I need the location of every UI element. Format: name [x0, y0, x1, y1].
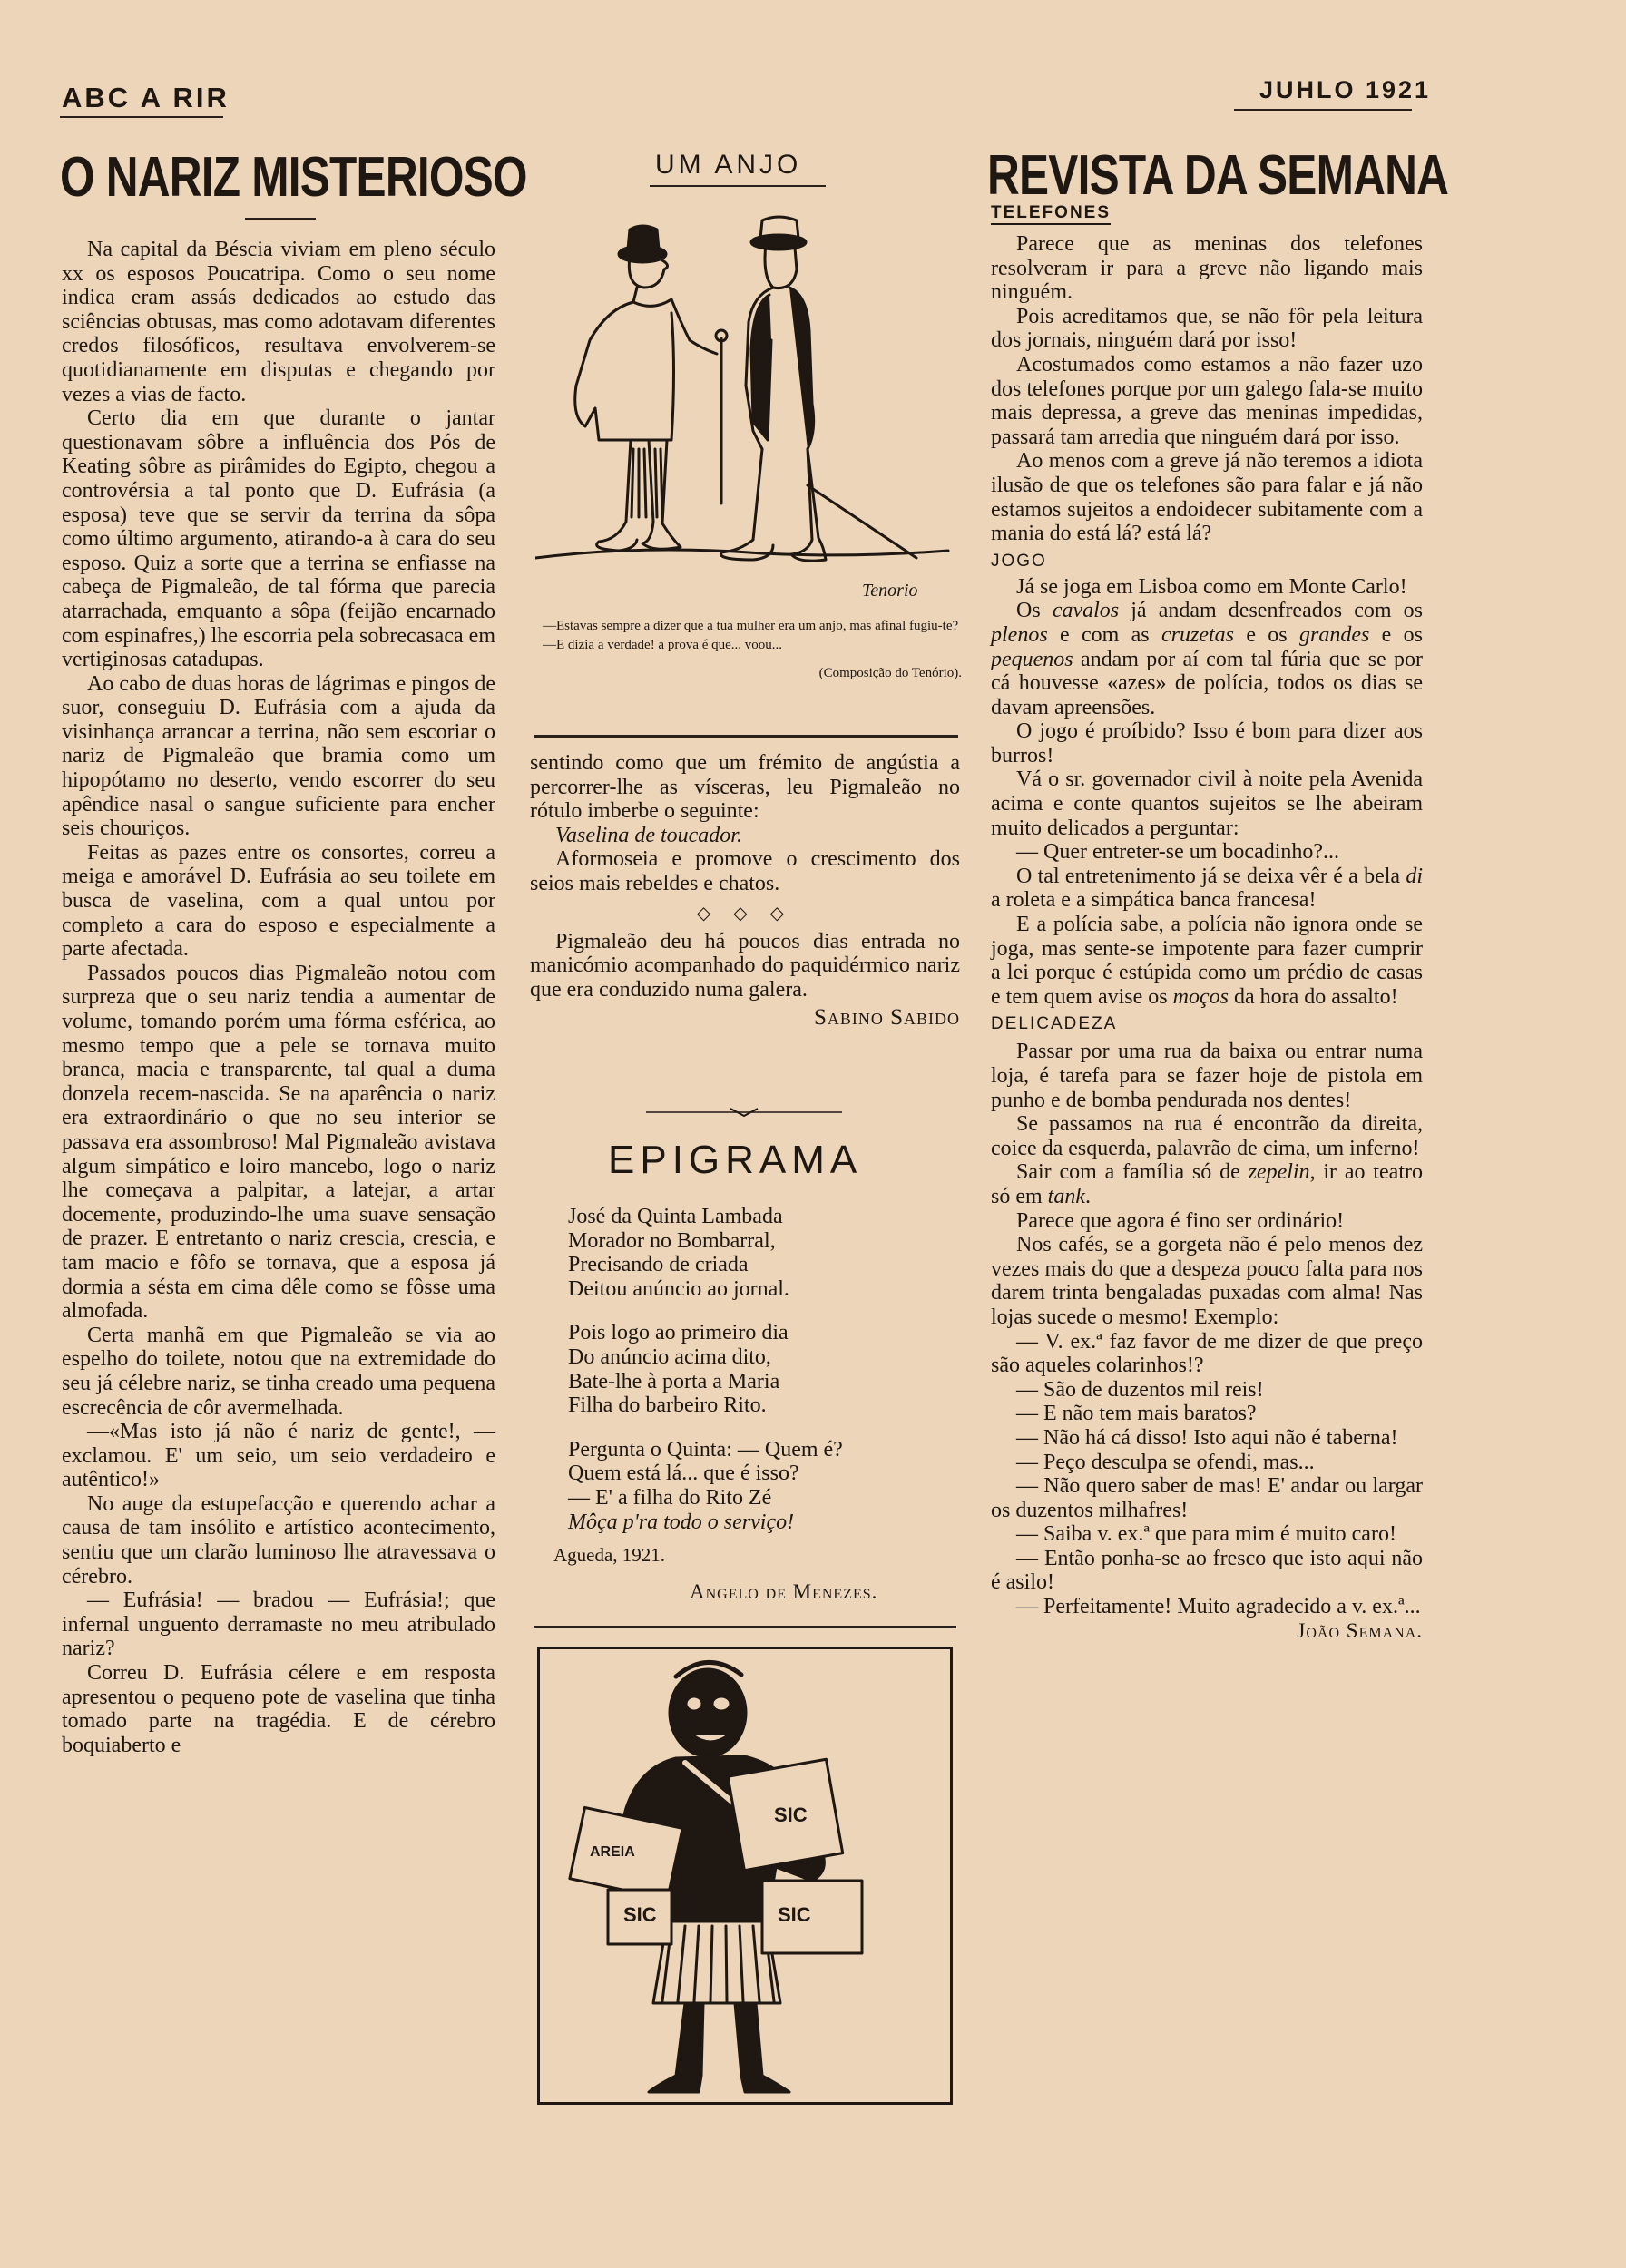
poem-line: Quem está lá... que é isso?	[568, 1461, 799, 1486]
paragraph: — Então ponha-se ao fresco que isto aqui não é asilo!	[991, 1546, 1423, 1595]
author-signature: Sabino Sabido	[813, 1005, 960, 1031]
ornament-rule	[644, 1105, 844, 1119]
paragraph: — E não tem mais baratos?	[1016, 1402, 1257, 1426]
box-label: AREIA	[590, 1844, 635, 1860]
title-dash	[245, 218, 316, 220]
header-rule-left	[60, 116, 223, 118]
paragraph: Feitas as pazes entre os consortes, correu a meiga e amorável D. Eufrásia ao seu toilete em busca de vaselina, com a qual untou por completo a cara do esposo e especialmente a parte afectada.	[62, 840, 495, 962]
ornament-diamonds: ◇ ◇ ◇	[696, 903, 794, 924]
poem-line: Deitou anúncio ao jornal.	[568, 1276, 789, 1301]
poem-line: Precisando de criada	[568, 1253, 749, 1277]
paragraph: O tal entretenimento já se deixa vêr é a bela di a roleta e a simpática banca francesa!	[991, 864, 1423, 913]
publication-name: ABC A RIR	[62, 82, 230, 113]
artist-signature: Tenorio	[862, 581, 918, 601]
section-heading-telefones: TELEFONES	[991, 203, 1111, 225]
paragraph: Já se joga em Lisboa como em Monte Carlo!	[1016, 574, 1407, 599]
cartoon-title: UM ANJO	[655, 150, 802, 180]
paragraph: Parece que as meninas dos telefones resolveram ir para a greve não ligando mais ninguém.	[991, 232, 1423, 305]
epigram-signature: Angelo de Menezes.	[690, 1580, 878, 1603]
paragraph: Os cavalos já andam desenfreados com os plenos e com as cruzetas e os grandes e os pequenos andam por aí com tal fúria que se por cá houvesse «azes» de polícia, todos os dias se davam apreensões.	[991, 599, 1424, 719]
paragraph: E a polícia sabe, a polícia não ignora onde se joga, mas sente-se impotente para fazer cumprir a lei porque é estúpida como um prédio de casas e tem quem avise os moços da hora do assalto!	[991, 913, 1423, 1009]
poem-line: Filha do barbeiro Rito.	[568, 1393, 767, 1418]
article-nariz-body	[62, 238, 495, 1757]
box-label: SIC	[774, 1804, 808, 1826]
poem-line: Pergunta o Quinta: — Quem é?	[568, 1437, 843, 1461]
illustration-frame	[537, 1647, 953, 2105]
ground-line	[535, 550, 948, 558]
paragraph: No auge da estupefacção e querendo achar a causa de tam insólito e artístico acontecimento, sentiu que um clarão luminoso lhe atravessava o cérebro.	[62, 1491, 495, 1589]
paragraph: — Eufrásia! — bradou — Eufrásia!; que infernal unguento derramaste no meu atribulado nariz?	[62, 1589, 495, 1661]
cartoon-title-rule	[650, 185, 826, 187]
article-title-nariz: O NARIZ MISTERIOSO	[60, 146, 527, 209]
poem-line: Morador no Bombarral,	[568, 1228, 776, 1253]
paragraph: Passados poucos dias Pigmaleão notou com surpreza que o seu nariz tendia a aumentar de volume, tomando porém uma fórma esférica, ao mesmo tempo que a pele se tornava muito branca, macia e transparente, tal qual a duma donzela recem-nascida. Se na aparência o nariz era extraordinário o que no seu interior se passava era assombroso! Mal Pigmaleão avistava algum simpático e loiro mancebo, logo o nariz lhe começava a palpitar, a latejar, a artar docemente, produzindo-lhe uma suave sensação de prazer. E entretanto o nariz crescia, crescia, e tam macio e fôfo se tornava, que a esposa já dormia a sésta em cima dêle como se fôsse uma almofada.	[62, 961, 495, 1324]
header-rule-right	[1234, 109, 1412, 111]
author-signature: João Semana.	[1297, 1618, 1423, 1642]
section-rule	[534, 735, 958, 738]
paragraph: — Quer entreter-se um bocadinho?...	[1016, 840, 1340, 865]
paragraph: Ao menos com a greve já não teremos a idiota ilusão de que os telefones são para falar e já não estamos sujeitos a endoidecer subitamente com a mania do está lá? está lá?	[991, 449, 1423, 546]
paragraph: Nos cafés, se a gorgeta não é pelo menos dez vezes mais do que a despeza pouco falta para nos darem trinta bengaladas puxadas com alma! Nas lojas sucede o mesmo! Exemplo:	[991, 1233, 1423, 1329]
paragraph: Vá o sr. governador civil à noite pela Avenida acima e conte quantos sujeitos se lhe abeiram muito delicados a perguntar:	[991, 767, 1423, 840]
paragraph: Sair com a família só de zepelin, ir ao teatro só em tank.	[991, 1160, 1423, 1208]
paragraph: — Perfeitamente! Muito agradecido a v. ex.ª...	[1016, 1595, 1421, 1619]
section-heading-jogo: JOGO	[991, 551, 1047, 571]
box-label: SIC	[778, 1903, 811, 1926]
caption-line: —Estavas sempre a dizer que a tua mulher era um anjo, mas afinal fugiu-te?	[543, 619, 959, 633]
paragraph: Parece que agora é fino ser ordinário!	[1016, 1208, 1345, 1233]
paragraph: —«Mas isto já não é nariz de gente!, —exclamou. E' um seio, um seio verdadeiro e autêntico!»	[62, 1420, 495, 1492]
paragraph: Na capital da Béscia viviam em pleno século xx os esposos Poucatripa. Como o seu nome indica eram assás dedicados ao estudo das sciências obtusas, mas como adotavam diferentes credos filosóficos, resultava envolverem-se quotidianamente em disputas e chegando por vezes a vias de facto.	[62, 238, 495, 406]
paragraph: — Saiba v. ex.ª que para mim é muito caro!	[1016, 1522, 1396, 1547]
vaseline-label: Vaselina de toucador.	[555, 823, 742, 847]
paragraph: Certa manhã em que Pigmaleão se via ao espelho do toilete, notou que na extremidade do seu já célebre nariz, se tinha creado uma pequena escrecência de côr avermelhada.	[62, 1323, 495, 1420]
paragraph: — Não quero saber de mas! E' andar ou largar os duzentos milhafres!	[991, 1474, 1423, 1522]
poem-line: Môça p'ra todo o serviço!	[568, 1510, 795, 1534]
epigram-place-date: Agueda, 1921.	[553, 1544, 666, 1566]
paragraph: O jogo é proíbido? Isso é bom para dizer aos burros!	[991, 719, 1423, 767]
porter-illustration	[540, 1649, 950, 2102]
cartoon-credit: (Composição do Tenório).	[818, 666, 962, 680]
epigram-title: EPIGRAMA	[608, 1138, 863, 1182]
paragraph: — V. ex.ª faz favor de me dizer de que preço são aqueles colarinhos!?	[991, 1329, 1423, 1378]
poem-line: — E' a filha do Rito Zé	[568, 1485, 772, 1510]
issue-date: JUHLO 1921	[1259, 76, 1432, 103]
paragraph: Pigmaleão deu há poucos dias entrada no manicómio acompanhado do paquidérmico nariz que era conduzido numa galera.	[530, 929, 960, 1002]
stanza	[568, 1205, 949, 1301]
paragraph: Se passamos na rua é encontrão da direita, coice da esquerda, palavrão de cima, um inferno!	[991, 1112, 1423, 1160]
paragraph: Aformoseia e promove o crescimento dos seios mais rebeldes e chatos.	[530, 847, 960, 895]
paragraph: sentindo como que um frémito de angústia a percorrer-lhe as vísceras, leu Pigmaleão no rótulo imberbe o seguinte:	[530, 751, 960, 824]
cartoon-illustration	[535, 204, 953, 608]
cartoon-caption	[543, 617, 962, 683]
epigram-poem	[568, 1205, 949, 1554]
box-label: SIC	[623, 1903, 657, 1926]
paragraph: — Não há cá disso! Isto aqui não é taberna!	[1016, 1425, 1398, 1450]
stanza	[568, 1321, 949, 1417]
stanza	[568, 1438, 949, 1534]
poem-line: Pois logo ao primeiro dia	[568, 1321, 789, 1345]
poem-line: Do anúncio acima dito,	[568, 1344, 771, 1369]
section-rule	[534, 1626, 956, 1628]
paragraph: — Peço desculpa se ofendi, mas...	[1016, 1450, 1315, 1474]
article-nariz-continued	[530, 751, 960, 1031]
article-revista-body	[991, 203, 1423, 1643]
poem-line: Bate-lhe à porta a Maria	[568, 1369, 780, 1393]
paragraph: Pois acreditamos que, se não fôr pela leitura dos jornais, ninguém dará por isso!	[991, 304, 1423, 353]
paragraph: Acostumados como estamos a não fazer uzo dos telefones porque por um galego fala-se muito mais depressa, a greve das meninas impedidas, passará tam arredia que ninguém dará por isso.	[991, 352, 1423, 449]
paragraph: Correu D. Eufrásia célere e em resposta apresentou o pequeno pote de vaselina que tinha tomado parte na tragédia. E de cérebro boquiaberto e	[62, 1661, 495, 1757]
article-title-revista: REVISTA DA SEMANA	[987, 144, 1449, 207]
poem-line: José da Quinta Lambada	[568, 1205, 783, 1228]
paragraph: Ao cabo de duas horas de lágrimas e pingos de suor, conseguiu D. Eufrásia com a ajuda da visinhança arrancar a terrina, não sem escoriar o nariz de Pigmaleão que bramia como um hipopótamo no deserto, vendo escorrer do seu apêndice nasal o sangue suficiente para encher seis chouriços.	[62, 671, 495, 841]
paragraph: — São de duzentos mil reis!	[1016, 1377, 1264, 1402]
paragraph: Certo dia em que durante o jantar questionavam sôbre a influência dos Pós de Keating sôbre as pirâmides do Egipto, chegou a controvérsia a tal ponto que D. Eufrásia (a esposa) teve que se servir da terrina da sôpa como último argumento, atirando-a à cara do seu esposo. Quiz a sorte que a terrina se enfiasse na cabeça de Pigmaleão, de tal fórma que parecia atarrachada, emquanto a sôpa (feijão encarnado com espinafres,) lhe escorria pela sobrecasaca em vertiginosas catadupas.	[62, 406, 495, 672]
caption-line: —E dizia a verdade! a prova é que... voou...	[543, 638, 783, 652]
paragraph: Passar por uma rua da baixa ou entrar numa loja, é tarefa para se fazer hoje de pistola em punho e de bomba pendurada nos dentes!	[991, 1040, 1423, 1112]
section-heading-delicadeza: DELICADEZA	[991, 1014, 1118, 1034]
